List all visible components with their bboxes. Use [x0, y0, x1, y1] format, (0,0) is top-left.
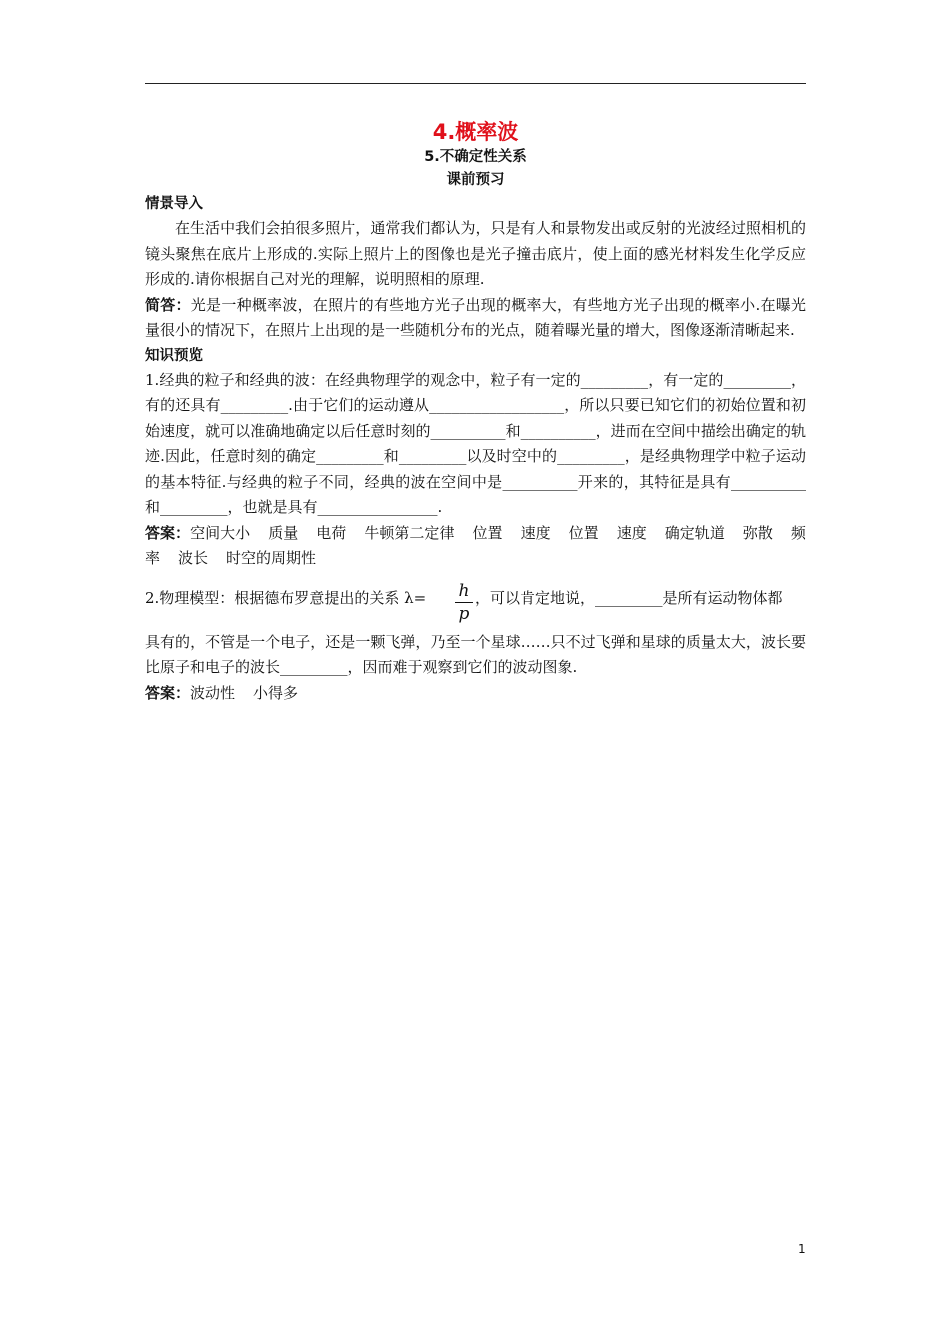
- answer-1: [145, 521, 806, 572]
- scenario-paragraph: 在生活中我们会拍很多照片，通常我们都认为，只是有人和景物发出或反射的光波经过照相机的镜头聚焦在底片上形成的.实际上照片上的图像也是光子撞击底片，使上面的感光材料发生化学反应形成的.请你根据自己对光的理解，说明照相的原理.: [145, 219, 806, 288]
- answer-item: 小得多: [253, 683, 299, 702]
- answer-item: 时空的周期性: [226, 549, 317, 567]
- page-number: 1: [798, 1242, 806, 1256]
- answer-item: 牛顿第二定律: [364, 523, 455, 542]
- section-subtitle: 5.不确定性关系: [424, 149, 527, 165]
- question-2-after: ，可以肯定地说，_________是所有运动物体都: [475, 588, 783, 607]
- question-1: 1.经典的粒子和经典的波：在经典物理学的观念中，粒子有一定的_________，有一定的_________，有的还具有_________.由于它们的运动遵从__________________，所以只要已知它们的初始位置和初始速度，就可以准确地确定以后任意时刻的__________和__________，进而在空间中描绘出确定的轨迹.因此，任意时刻的确定_________和_________以及时空中的_________，是经典物理学中粒子运动的基本特征.与经典的粒子不同，经典的波在空间中是__________开来的，其特征是具有__________和_________，也就是具有________________.: [145, 370, 806, 516]
- brief-answer-text: 光是一种概率波，在照片的有些地方光子出现的概率大，有些地方光子出现的概率小.在曝光量很小的情况下，在照片上出现的是一些随机分布的光点，随着曝光量的增大，图像逐渐清晰起来.: [145, 295, 806, 339]
- answer-1-label: 答案：: [145, 523, 191, 542]
- answer-item: 速度: [616, 523, 647, 542]
- answer-item: 位置: [472, 523, 503, 542]
- answer-2-items: [190, 684, 316, 702]
- scenario-heading: 情景导入: [145, 196, 203, 212]
- brief-answer: [145, 293, 806, 344]
- answer-item: 电荷: [316, 523, 347, 542]
- answer-2: [145, 681, 806, 707]
- answer-item: 速度: [520, 523, 551, 542]
- fraction-denominator: p: [458, 603, 470, 624]
- question-2-before: 2.物理模型：根据德布罗意提出的关系 λ=: [145, 588, 427, 607]
- fraction-numerator: h: [455, 580, 473, 603]
- answer-1-items: [145, 524, 806, 568]
- page-title: 4.概率波: [432, 120, 519, 144]
- answer-item: 频率: [145, 523, 806, 567]
- preview-subtitle: 课前预习: [446, 172, 505, 188]
- question-2-line: [145, 580, 806, 630]
- answer-item: 质量: [268, 523, 299, 542]
- answer-item: 波长: [178, 549, 209, 567]
- brief-answer-label: 简答：: [145, 295, 191, 314]
- header-rule: [145, 83, 806, 84]
- question-2-rest: 具有的，不管是一个电子，还是一颗飞弹，乃至一个星球……只不过飞弹和星球的质量太大，波长要比原子和电子的波长_________，因而难于观察到它们的波动图象.: [145, 632, 806, 676]
- debroglie-fraction: [455, 580, 473, 625]
- answer-item: 弥散: [742, 523, 773, 542]
- knowledge-heading: 知识预览: [145, 347, 203, 364]
- answer-item: 波动性: [190, 683, 236, 702]
- answer-item: 空间大小: [190, 523, 251, 542]
- document-body: [145, 118, 806, 706]
- answer-2-label: 答案：: [145, 683, 191, 702]
- answer-item: 位置: [568, 523, 599, 542]
- answer-item: 确定轨道: [664, 523, 725, 542]
